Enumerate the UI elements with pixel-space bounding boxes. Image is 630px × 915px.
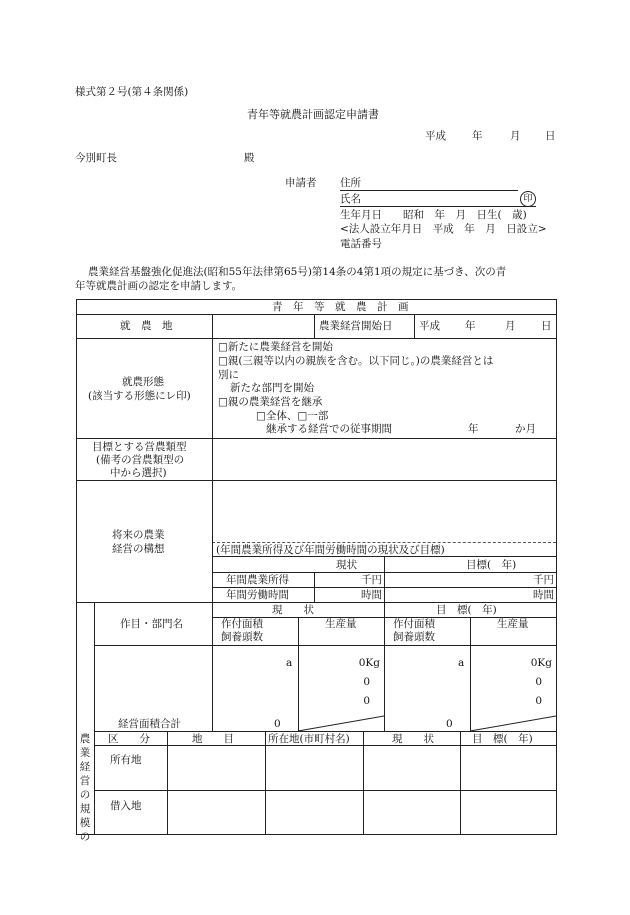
corp-date-line: <法人設立年月日 平成 年 月 日設立> xyxy=(340,223,547,235)
area-total-target: 0 xyxy=(446,718,453,730)
start-date-label: 農業経営開始日 xyxy=(319,320,393,332)
date-day: 日 xyxy=(545,130,556,142)
option-new-division-cont: 別に xyxy=(218,369,239,381)
land-division-header: 区 分 xyxy=(108,733,150,745)
production-header-current: 生産量 xyxy=(325,618,357,630)
area-header-target-2: 飼養頭数 xyxy=(393,631,435,643)
income-current-header: 現状 xyxy=(336,559,357,571)
start-date-month: 月 xyxy=(505,320,516,332)
crop-header: 作目・部門名 xyxy=(120,618,183,630)
income-target-header: 目標( 年) xyxy=(466,559,517,571)
annual-income-label: 年間農業所得 xyxy=(226,574,289,586)
honorific: 殿 xyxy=(244,152,255,164)
succession-period-label: 継承する経営での従事期間 xyxy=(266,423,392,435)
annual-hours-label: 年間労働時間 xyxy=(226,589,289,601)
date-year: 年 xyxy=(472,130,483,142)
date-era: 平成 xyxy=(425,130,446,142)
option-succession[interactable]: □親の農業経営を継承 xyxy=(218,396,323,408)
owned-land-label: 所有地 xyxy=(110,754,142,766)
hours-unit-current: 時間 xyxy=(361,589,382,601)
recipient: 今別町長 xyxy=(75,152,117,164)
hours-unit-target: 時間 xyxy=(533,589,554,601)
land-target-header: 目 標( 年) xyxy=(472,733,533,745)
farm-location-label: 就 農 地 xyxy=(120,320,173,332)
scale-side-label: 農業経営の規模の xyxy=(79,733,91,843)
option-new-start[interactable]: □新たに農業経営を開始 xyxy=(218,341,333,353)
table-title: 青 年 等 就 農 計 画 xyxy=(272,301,409,313)
scale-current-header: 現 状 xyxy=(272,604,314,616)
area-unit-current: a xyxy=(286,657,293,669)
income-unit-current: 千円 xyxy=(361,574,382,586)
address-label: 住所 xyxy=(340,177,361,189)
area-unit-target: a xyxy=(458,657,465,669)
leased-land-label: 借入地 xyxy=(110,800,142,812)
succession-period-year: 年 xyxy=(468,423,479,435)
production-target-3: 0 xyxy=(535,695,542,707)
date-month: 月 xyxy=(510,130,521,142)
production-target-1: 0Kg xyxy=(530,657,552,669)
form-number: 様式第２号(第４条関係) xyxy=(75,86,189,98)
area-header-current-2: 飼養頭数 xyxy=(221,631,263,643)
area-total-current: 0 xyxy=(274,718,281,730)
production-current-3: 0 xyxy=(363,695,370,707)
start-date-year: 年 xyxy=(465,320,476,332)
intro-line-2: 年等就農計画の認定を申請します。 xyxy=(75,280,243,292)
target-type-label-3: 中から選択) xyxy=(110,467,167,479)
option-new-division-cont2: 新たな部門を開始 xyxy=(230,382,314,394)
vision-label-2: 経営の構想 xyxy=(112,543,165,555)
production-header-target: 生産量 xyxy=(497,618,529,630)
area-header-target-1: 作付面積 xyxy=(393,618,435,630)
succession-period-month: か月 xyxy=(515,423,536,435)
land-category-header: 地 目 xyxy=(192,733,234,745)
name-label: 氏名 xyxy=(340,193,361,205)
income-unit-target: 千円 xyxy=(533,574,554,586)
income-hours-note: (年間農業所得及び年間労働時間の現状及び目標) xyxy=(216,544,445,556)
farming-form-label: 就農形態 xyxy=(122,376,164,388)
option-new-division[interactable]: □親(三親等以内の親族を含む。以下同じ。)の農業経営とは xyxy=(218,355,494,367)
applicant-label: 申請者 xyxy=(285,177,317,189)
area-total-label: 経営面積合計 xyxy=(118,718,181,730)
phone-label: 電話番号 xyxy=(340,238,382,250)
land-location-header: 所在地(市町村名) xyxy=(268,733,350,745)
production-current-1: 0Kg xyxy=(358,657,380,669)
land-current-header: 現 状 xyxy=(392,733,434,745)
area-header-current-1: 作付面積 xyxy=(221,618,263,630)
birth-date-line: 生年月日 昭和 年 月 日生( 歳) xyxy=(340,209,527,221)
target-type-label-2: (備考の営農類型の xyxy=(96,454,185,466)
vision-label-1: 将来の農業 xyxy=(112,529,165,541)
document-title: 青年等就農計画認定申請書 xyxy=(247,108,379,121)
farming-form-note: (該当する形態にレ印) xyxy=(88,390,191,402)
start-date-era: 平成 xyxy=(419,320,440,332)
production-current-2: 0 xyxy=(363,676,370,688)
intro-line-1: 農業経営基盤強化促進法(昭和55年法律第65号)第14条の4第1項の規定に基づき、次の青 xyxy=(88,266,507,278)
production-target-2: 0 xyxy=(535,676,542,688)
seal-mark: 印 xyxy=(520,191,536,207)
start-date-day: 日 xyxy=(541,320,552,332)
option-succession-scope[interactable]: □全体、□一部 xyxy=(256,410,329,422)
target-type-label-1: 目標とする営農類型 xyxy=(92,441,187,453)
scale-target-header: 目 標( 年) xyxy=(436,604,497,616)
